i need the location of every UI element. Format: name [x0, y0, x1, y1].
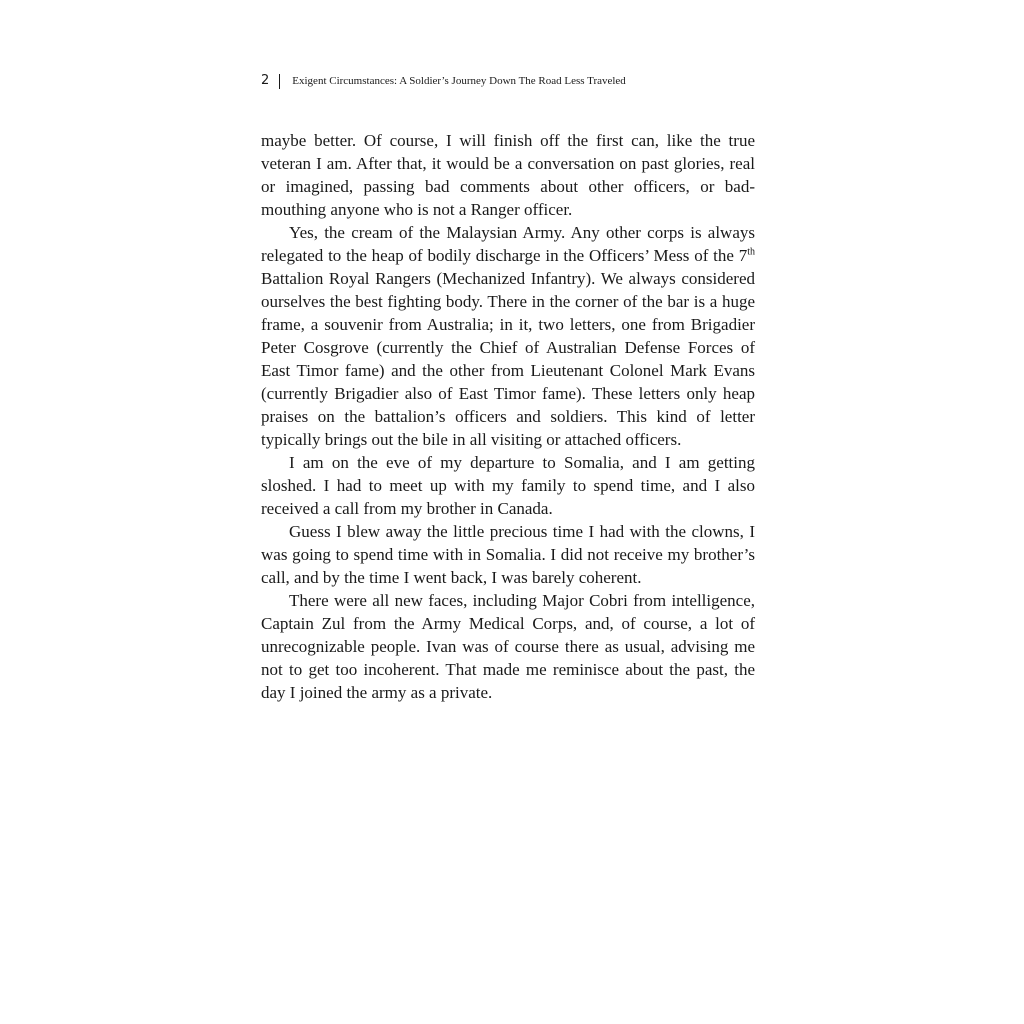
paragraph-2-text-b: Battalion Royal Rangers (Mechanized Infantry). We always considered ourselves the best fighting body. There in the corner of the bar is a huge frame, a souvenir from Australia; in it, two letters, one from Brigadier Peter Cosgrove (currently the Chief of Australian Defense Forces of East Timor fame) and the other from Lieutenant Colonel Mark Evans (currently Brigadier also of East Timor fame). These letters only heap praises on the battalion’s officers and soldiers. This kind of letter typically brings out the bile in all visiting or attached officers.	[261, 269, 755, 449]
paragraph-2	[261, 221, 755, 451]
ordinal-superscript: th	[747, 246, 755, 258]
book-title: Exigent Circumstances: A Soldier’s Journey Down The Road Less Traveled	[292, 75, 626, 87]
header-divider	[279, 74, 280, 89]
paragraph-3: I am on the eve of my departure to Somalia, and I am getting sloshed. I had to meet up with my family to spend time, and I also received a call from my brother in Canada.	[261, 453, 755, 518]
page-number: 2	[261, 73, 270, 88]
body-text	[261, 129, 755, 704]
paragraph-1: maybe better. Of course, I will finish off the first can, like the true veteran I am. After that, it would be a conversation on past glories, real or imagined, passing bad comments about other officers, or bad-mouthing anyone who is not a Ranger officer.	[261, 131, 755, 219]
paragraph-5: There were all new faces, including Major Cobri from intelligence, Captain Zul from the Army Medical Corps, and, of course, a lot of unrecognizable people. Ivan was of course there as usual, advising me not to get too incoherent. That made me reminisce about the past, the day I joined the army as a private.	[261, 591, 755, 702]
running-header	[261, 71, 626, 91]
paragraph-2-text-a: Yes, the cream of the Malaysian Army. Any other corps is always relegated to the heap of bodily discharge in the Officers’ Mess of the 7	[261, 223, 755, 265]
paragraph-4: Guess I blew away the little precious time I had with the clowns, I was going to spend time with in Somalia. I did not receive my brother’s call, and by the time I went back, I was barely coherent.	[261, 522, 755, 587]
